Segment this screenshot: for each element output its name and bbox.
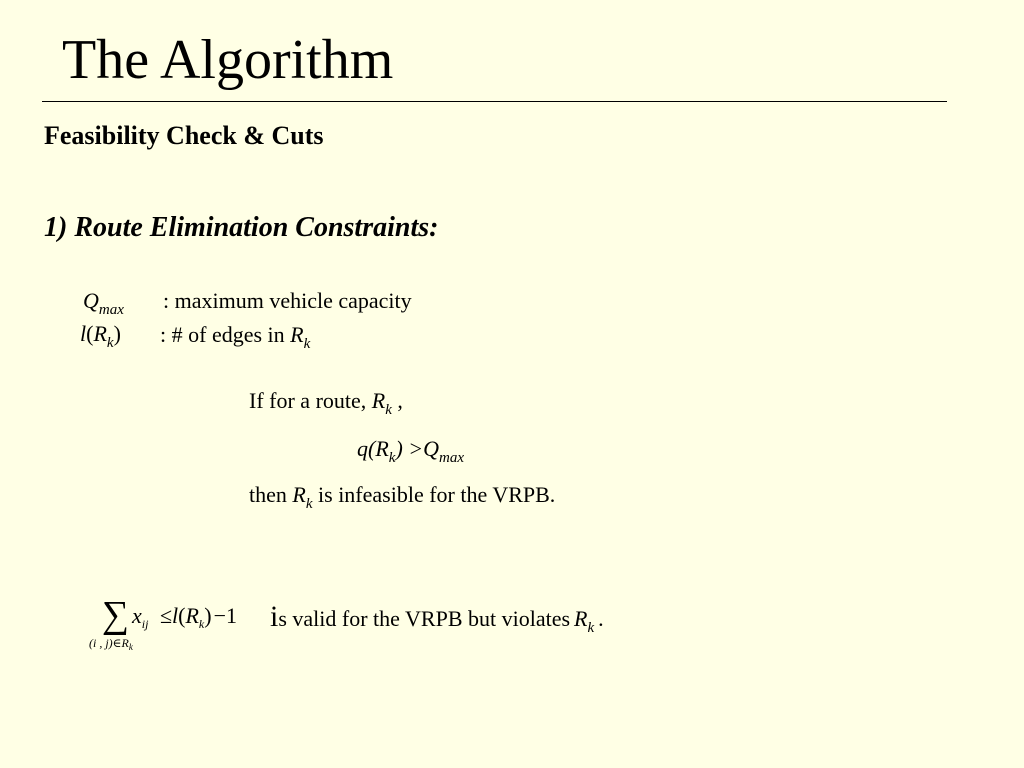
title-divider bbox=[42, 101, 947, 102]
cut-var-sub: k bbox=[587, 620, 595, 636]
section-heading: 1) Route Elimination Constraints: bbox=[44, 212, 439, 243]
def-lrk-close: ) bbox=[113, 321, 121, 346]
sum-index bbox=[89, 636, 133, 651]
cut-R: R bbox=[185, 603, 199, 628]
cut-open: ( bbox=[178, 603, 186, 628]
def-qmax-sub: max bbox=[98, 302, 124, 318]
def-lrk-desc-var: R bbox=[290, 322, 304, 347]
def-lrk-var-sub: k bbox=[106, 335, 114, 351]
condition-then-text: then bbox=[249, 482, 287, 507]
cut-text: s valid for the VRPB but violates bbox=[278, 606, 571, 631]
condition-then-var: R bbox=[292, 482, 306, 507]
sum-symbol: ∑ bbox=[102, 594, 130, 636]
def-qmax-main: Q bbox=[83, 288, 99, 313]
condition-ineq-left-sub: k bbox=[388, 450, 396, 466]
slide-subtitle: Feasibility Check & Cuts bbox=[44, 121, 324, 150]
def-lrk-desc-var-sub: k bbox=[303, 336, 311, 352]
condition-if-var-sub: k bbox=[385, 402, 392, 418]
def-qmax-symbol bbox=[83, 288, 124, 318]
sum-index-sub: k bbox=[128, 642, 133, 652]
sum-index-text: (i , j)∈R bbox=[89, 636, 129, 650]
def-lrk-open: ( bbox=[86, 321, 94, 346]
condition-if-suffix: , bbox=[397, 388, 403, 413]
condition-then-line bbox=[249, 482, 556, 512]
condition-ineq-left: q(R bbox=[357, 436, 389, 461]
condition-ineq-mid: ) >Q bbox=[395, 436, 439, 461]
condition-then-var-sub: k bbox=[305, 496, 313, 512]
slide-title: The Algorithm bbox=[62, 29, 394, 91]
cut-R-sub: k bbox=[198, 617, 205, 631]
def-lrk-func: l bbox=[80, 321, 87, 346]
condition-ineq-right-sub: max bbox=[439, 450, 464, 466]
cut-suffix: . bbox=[598, 606, 604, 631]
cut-l: l bbox=[172, 603, 179, 628]
cut-lead-char: i bbox=[270, 600, 279, 633]
cut-inequality bbox=[132, 603, 237, 631]
condition-if-var: R bbox=[371, 388, 386, 413]
condition-then-suffix: is infeasible for the VRPB. bbox=[318, 482, 556, 507]
cut-x: x bbox=[132, 603, 142, 628]
def-lrk-desc-text: : # of edges in bbox=[160, 322, 285, 347]
def-qmax-description: : maximum vehicle capacity bbox=[163, 288, 412, 313]
cut-minus-one: −1 bbox=[213, 603, 237, 628]
cut-statement bbox=[270, 600, 604, 636]
def-lrk-description bbox=[160, 322, 311, 352]
cut-close: ) bbox=[204, 603, 212, 628]
def-lrk-symbol bbox=[80, 321, 121, 351]
def-lrk-var: R bbox=[93, 321, 107, 346]
cut-var: R bbox=[574, 606, 588, 631]
cut-leq: ≤ bbox=[159, 603, 173, 628]
condition-if-text: If for a route, bbox=[249, 388, 367, 413]
condition-inequality bbox=[357, 436, 464, 466]
condition-if-line bbox=[249, 388, 403, 418]
cut-x-sub: ij bbox=[141, 617, 149, 631]
